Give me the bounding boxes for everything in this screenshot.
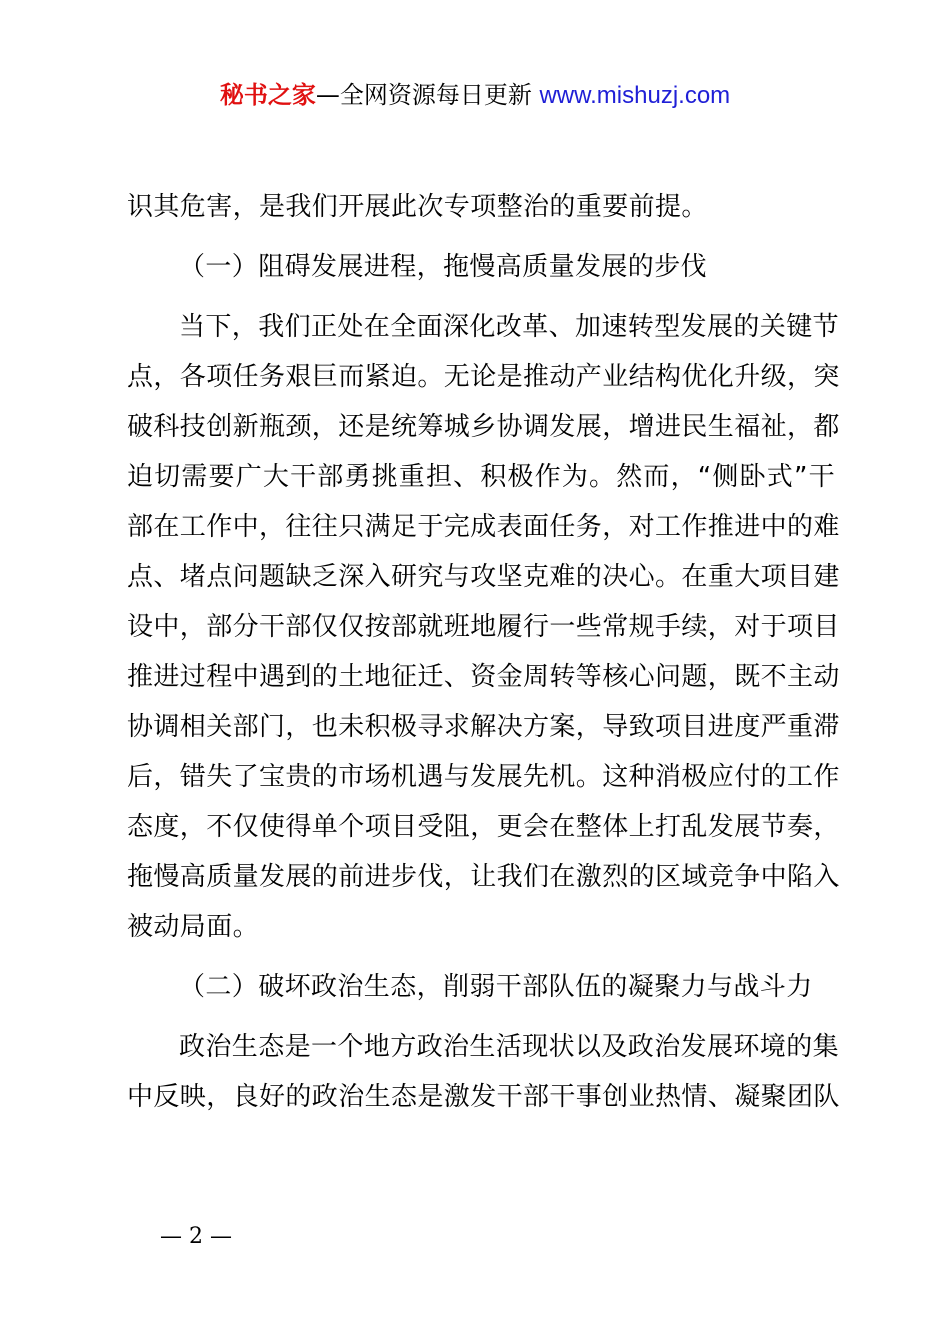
section-heading-1: [127, 242, 835, 292]
text-line: 中反映，良好的政治生态是激发干部干事创业热情、凝聚团队: [127, 1082, 840, 1112]
paragraph: [127, 302, 840, 952]
text-line: 政治生态是一个地方政治生活现状以及政治发展环境的集: [179, 1032, 840, 1062]
text-line: 被动局面。: [127, 912, 260, 942]
text-line: 后，错失了宝贵的市场机遇与发展先机。这种消极应付的工作: [127, 762, 840, 792]
paragraph: [127, 1022, 840, 1122]
document-body: [127, 182, 840, 1132]
paragraph: [127, 182, 835, 232]
text-line: 迫切需要广大干部勇挑重担、积极作为。然而，“侧卧式”干: [127, 462, 835, 492]
text-line: 识其危害，是我们开展此次专项整治的重要前提。: [127, 192, 708, 222]
text-line: 态度，不仅使得单个项目受阻，更会在整体上打乱发展节奏，: [127, 812, 840, 842]
header-tagline: 全网资源每日更新: [339, 81, 532, 109]
text-line: 当下，我们正处在全面深化改革、加速转型发展的关键节: [179, 312, 840, 342]
text-line: 协调相关部门，也未积极寻求解决方案，导致项目进度严重滞: [127, 712, 840, 742]
header-url-link[interactable]: www.mishuzj.com: [539, 82, 731, 109]
text-line: 部在工作中，往往只满足于完成表面任务，对工作推进中的难: [127, 512, 840, 542]
text-line: 破科技创新瓶颈，还是统筹城乡协调发展，增进民生福祉，都: [127, 412, 840, 442]
heading-text: （二）破坏政治生态，削弱干部队伍的凝聚力与战斗力: [179, 972, 813, 1002]
page-header: [0, 78, 950, 113]
heading-text: （一）阻碍发展进程，拖慢高质量发展的步伐: [179, 252, 708, 282]
text-line: 点，各项任务艰巨而紧迫。无论是推动产业结构优化升级，突: [127, 362, 840, 392]
section-heading-2: [127, 962, 835, 1012]
text-line: 设中，部分干部仅仅按部就班地履行一些常规手续，对于项目: [127, 612, 840, 642]
page-number: — 2 —: [160, 1224, 232, 1249]
text-line: 推进过程中遇到的土地征迁、资金周转等核心问题，既不主动: [127, 662, 840, 692]
text-line: 拖慢高质量发展的前进步伐，让我们在激烈的区域竞争中陷入: [127, 862, 840, 892]
header-separator: —: [315, 81, 340, 109]
text-line: 点、堵点问题缺乏深入研究与攻坚克难的决心。在重大项目建: [127, 562, 840, 592]
brand-name: 秘书之家: [219, 81, 316, 109]
